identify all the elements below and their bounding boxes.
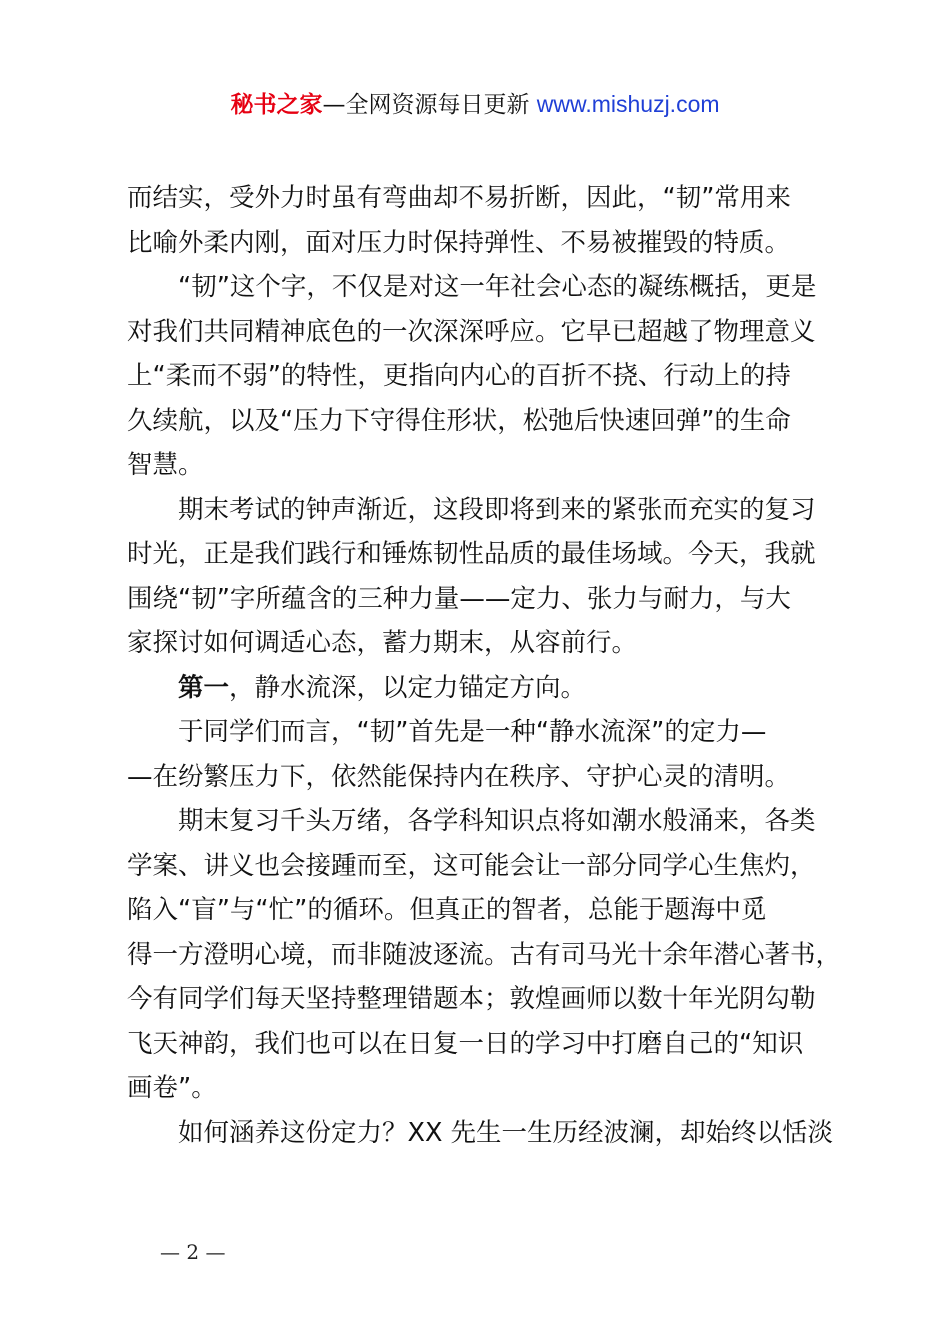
line-text: 时光，正是我们践行和锤炼韧性品质的最佳场域。今天，我就	[127, 539, 816, 569]
text-line	[127, 710, 837, 755]
header-url[interactable]: www.mishuzj.com	[536, 91, 720, 117]
page-number: — 2 —	[160, 1240, 226, 1264]
line-text: 家探讨如何调适心态，蓄力期末，从容前行。	[127, 628, 638, 658]
text-line	[127, 933, 842, 978]
line-text: 陷入“盲”与“忙”的循环。但真正的智者，总能于题海中觅	[127, 895, 767, 925]
line-text: 于同学们而言，“韧”首先是一种“静水流深”的定力—	[178, 717, 767, 747]
line-text: 智慧。	[127, 450, 204, 480]
header-slogan: —全网资源每日更新	[322, 92, 530, 118]
text-line	[127, 799, 837, 844]
line-text: ，静水流深，以定力锚定方向。	[229, 672, 587, 703]
text-line	[127, 755, 837, 800]
text-line	[127, 532, 837, 577]
header-brand: 秘书之家	[230, 92, 323, 118]
text-line	[127, 577, 837, 622]
page-header	[0, 88, 950, 121]
text-line	[127, 176, 837, 221]
line-text: 画卷”。	[127, 1073, 217, 1103]
text-line	[127, 888, 837, 933]
line-text: 期末考试的钟声渐近，这段即将到来的紧张而充实的复习	[178, 494, 816, 525]
line-text: 今有同学们每天坚持整理错题本；敦煌画师以数十年光阴勾勒	[127, 984, 816, 1014]
line-text: —在纷繁压力下，依然能保持内在秩序、守护心灵的清明。	[127, 761, 791, 792]
text-line	[127, 310, 837, 355]
line-text: 飞天神韵，我们也可以在日复一日的学习中打磨自己的“知识	[127, 1028, 804, 1059]
text-line	[127, 1111, 837, 1156]
line-text: 围绕“韧”字所蕴含的三种力量——定力、张力与耐力，与大	[127, 583, 791, 614]
line-text: 如何涵养这份定力？XX 先生一生历经波澜，却始终以恬淡	[178, 1117, 834, 1148]
text-line	[127, 354, 837, 399]
line-text: 得一方澄明心境，而非随波逐流。古有司马光十余年潜心著书，	[127, 939, 842, 970]
line-text: “韧”这个字，不仅是对这一年社会心态的凝练概括，更是	[178, 272, 817, 302]
text-line	[127, 1066, 837, 1111]
line-text: 久续航，以及“压力下守得住形状，松弛后快速回弹”的生命	[127, 405, 791, 436]
text-line	[127, 399, 837, 444]
line-text: 学案、讲义也会接踵而至，这可能会让一部分同学心生焦灼，	[127, 850, 816, 881]
text-line	[127, 221, 837, 266]
section-heading-label: 第一	[178, 672, 230, 703]
line-text: 比喻外柔内刚，面对压力时保持弹性、不易被摧毁的特质。	[127, 227, 791, 258]
line-text: 而结实，受外力时虽有弯曲却不易折断，因此，“韧”常用来	[127, 183, 791, 213]
text-line	[127, 621, 837, 666]
text-line	[127, 265, 837, 310]
line-text: 对我们共同精神底色的一次深深呼应。它早已超越了物理意义	[127, 316, 816, 347]
text-line	[127, 443, 837, 488]
text-line	[127, 488, 837, 533]
text-line	[127, 1022, 837, 1067]
document-body	[127, 176, 842, 1155]
text-line	[127, 977, 837, 1022]
text-line	[127, 844, 837, 889]
line-text: 上“柔而不弱”的特性，更指向内心的百折不挠、行动上的持	[127, 361, 791, 391]
text-line	[127, 666, 837, 711]
line-text: 期末复习千头万绪，各学科知识点将如潮水般涌来，各类	[178, 806, 816, 836]
